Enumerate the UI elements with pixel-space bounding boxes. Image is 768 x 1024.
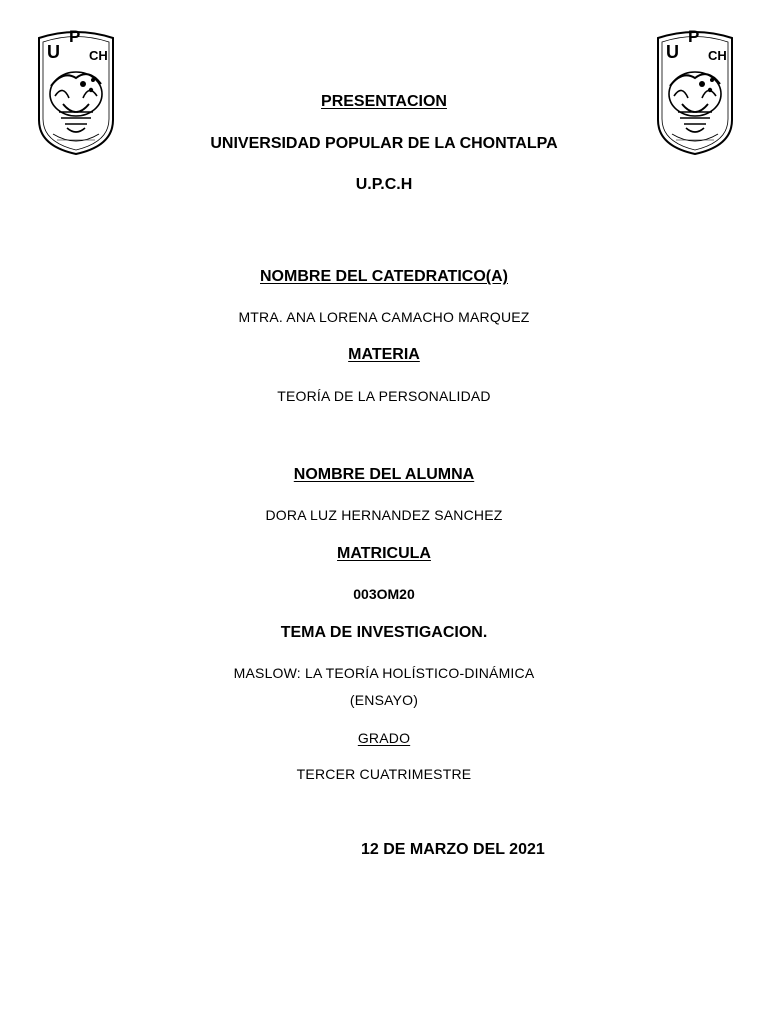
grade-value: TERCER CUATRIMESTRE <box>296 766 472 782</box>
subject-label: MATERIA <box>348 346 420 363</box>
svg-text:U: U <box>47 42 60 62</box>
cover-heading: PRESENTACION <box>321 93 447 110</box>
topic-line-2: (ENSAYO) <box>349 692 419 708</box>
id-value: 003OM20 <box>353 586 415 602</box>
svg-text:U: U <box>666 42 679 62</box>
university-name: UNIVERSIDAD POPULAR DE LA CHONTALPA <box>210 135 558 152</box>
topic-label: TEMA DE INVESTIGACION. <box>280 624 488 641</box>
svg-text:P: P <box>69 27 81 46</box>
teacher-label: NOMBRE DEL CATEDRATICO(A) <box>260 268 508 285</box>
student-label: NOMBRE DEL ALUMNA <box>293 466 475 483</box>
svg-text:CH: CH <box>708 48 727 63</box>
student-name: DORA LUZ HERNANDEZ SANCHEZ <box>265 507 503 523</box>
id-label: MATRICULA <box>337 545 431 562</box>
topic-line-1: MASLOW: LA TEORÍA HOLÍSTICO-DINÁMICA <box>233 665 535 681</box>
university-acronym: U.P.C.H <box>355 176 413 193</box>
grade-label: GRADO <box>357 730 411 746</box>
teacher-name: MTRA. ANA LORENA CAMACHO MARQUEZ <box>238 309 530 325</box>
subject-name: TEORÍA DE LA PERSONALIDAD <box>277 388 491 404</box>
svg-text:CH: CH <box>89 48 108 63</box>
document-date: 12 DE MARZO DEL 2021 <box>361 841 545 858</box>
svg-text:P: P <box>688 27 700 46</box>
